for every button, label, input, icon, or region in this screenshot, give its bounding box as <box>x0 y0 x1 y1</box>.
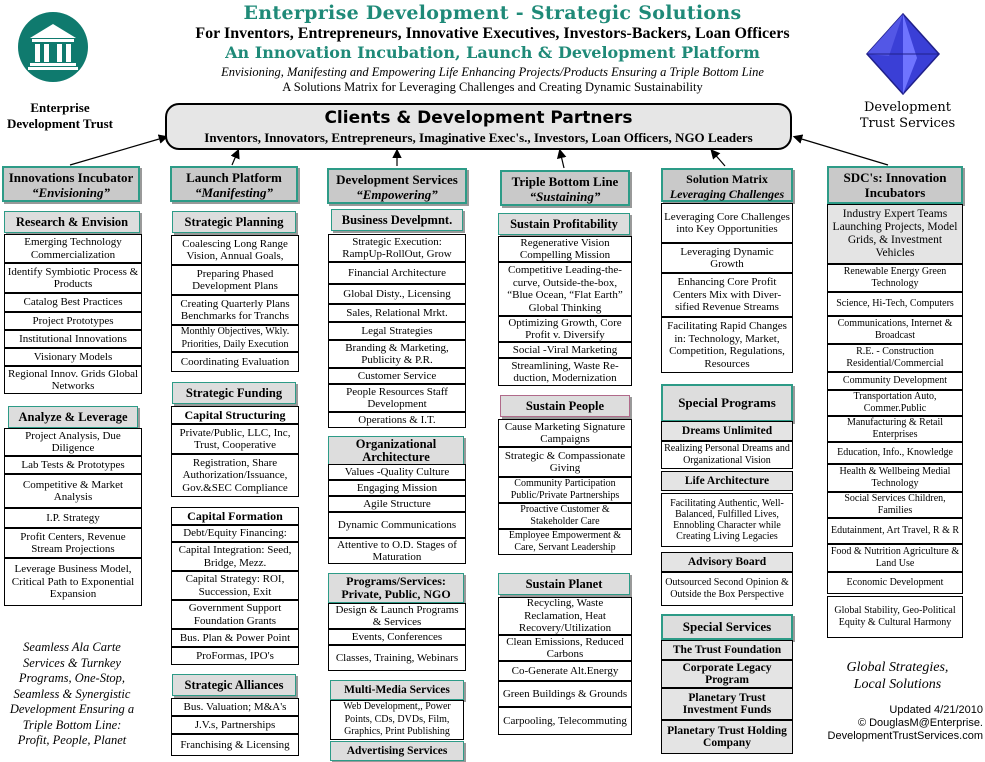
logo-left-caption <box>0 100 120 132</box>
formation-item: Debt/Equity Financing: <box>171 525 299 542</box>
capital-structuring-heading: Capital Structuring <box>171 406 299 424</box>
column-tag: “Sustaining” <box>529 189 601 204</box>
people-item: Community Participation Public/Private Partnerships <box>498 477 632 503</box>
planet-item: Carpooling, Telecommuting <box>498 707 632 735</box>
analyze-leverage-heading: Analyze & Leverage <box>8 406 138 428</box>
matrix-item: Leveraging Core Challenges into Key Opportunities <box>661 203 793 243</box>
sdc-item: Renewable Energy Green Technology <box>827 264 963 292</box>
page-title: Enterprise Development - Strategic Solutions <box>243 2 742 24</box>
services-item: Corporate Legacy Program <box>661 660 793 688</box>
note-line: Global Strategies, <box>846 660 949 675</box>
copyright-text: © DouglasM@Enterprise. <box>857 717 983 729</box>
strategic-alliances-heading: Strategic Alliances <box>172 674 296 696</box>
logo-right-caption <box>850 100 965 132</box>
multimedia-services-heading: Multi-Media Services <box>330 680 464 700</box>
analyze-item: Competitive & Market Analysis <box>4 474 142 508</box>
analyze-item: Leverage Business Model, Critical Path to Exponential Expansion <box>4 558 142 606</box>
temple-logo <box>18 12 88 82</box>
tagline-2: A Solutions Matrix for Leveraging Challenges and Creating Dynamic Sustainability <box>282 80 703 94</box>
research-item: Regional Innov. Grids Global Networks <box>4 366 142 394</box>
programs-services-heading: Programs/Services: Private, Public, NGO <box>328 573 464 603</box>
business-item: People Resources Staff Development <box>328 384 466 412</box>
sdc-item: Community Development <box>827 372 963 390</box>
research-item: Project Prototypes <box>4 312 142 330</box>
global-strategies-note <box>815 659 980 693</box>
business-item: Financial Architecture <box>328 262 466 284</box>
note-line: Seamless Ala Carte <box>23 640 121 654</box>
website-text: DevelopmentTrustServices.com <box>827 730 983 742</box>
business-item: Sales, Relational Mrkt. <box>328 304 466 322</box>
analyze-item: Project Analysis, Due Diligence <box>4 428 142 456</box>
column-name: SDC's: Innovation <box>843 170 947 185</box>
business-item: Operations & I.T. <box>328 412 466 428</box>
business-item: Customer Service <box>328 368 466 384</box>
business-item: Global Disty., Licensing <box>328 284 466 304</box>
column-header-launch-platform <box>170 166 298 202</box>
clients-title: Clients & Development Partners <box>324 108 633 128</box>
column-tag: “Manifesting” <box>194 185 273 200</box>
analyze-item: I.P. Strategy <box>4 508 142 528</box>
programs-item: Classes, Training, Webinars <box>328 645 466 671</box>
column-header-triple-bottom-line <box>500 170 630 206</box>
column-name: Solution Matrix <box>686 172 768 186</box>
organizational-architecture-heading: Organizational Architecture <box>328 436 464 466</box>
note-line: Services & Turnkey <box>23 655 121 670</box>
programs-item: Events, Conferences <box>328 629 466 645</box>
column-name: Launch Platform <box>186 170 282 185</box>
life-item: Facilitating Authentic, Well-Balanced, Fulfilled Lives, Ennobling Character while Creating Living Legacies <box>661 493 793 547</box>
column-name: Innovations Incubator <box>8 170 134 185</box>
column-name: Development Services <box>336 172 458 187</box>
strategic-funding-heading: Strategic Funding <box>172 382 296 404</box>
people-item: Strategic & Compassionate Giving <box>498 447 632 477</box>
column-tag: “Empowering” <box>356 187 438 202</box>
column-tag: Leveraging Challenges <box>669 187 785 201</box>
matrix-item: Enhancing Core Profit Centers Mix with Diver-sified Revenue Streams <box>661 273 793 317</box>
arrow-col6 <box>795 137 888 165</box>
alliances-item: J.V.s, Partnerships <box>171 716 299 734</box>
note-line: Local Solutions <box>853 677 942 692</box>
alliances-item: Bus. Valuation; M&A's <box>171 698 299 716</box>
profit-item: Regenerative Vision Compelling Mission <box>498 236 632 262</box>
advertising-services-heading: Advertising Services <box>330 741 464 761</box>
formation-item: ProFormas, IPO's <box>171 647 299 665</box>
org-item: Engaging Mission <box>328 480 466 496</box>
profit-item: Competitive Leading-the-curve, Outside-the-box, “Blue Ocean, “Flat Earth” Global Thinking <box>498 262 632 316</box>
org-item: Attentive to O.D. Stages of Maturation <box>328 538 466 564</box>
services-item: Planetary Trust Holding Company <box>661 720 793 754</box>
sustain-profitability-heading: Sustain Profitability <box>498 213 630 235</box>
org-item: Values -Quality Culture <box>328 464 466 480</box>
planet-item: Recycling, Waste Reclamation, Heat Recovery/Utilization <box>498 597 632 635</box>
research-item: Visionary Models <box>4 348 142 366</box>
people-item: Cause Marketing Signature Campaigns <box>498 419 632 447</box>
structuring-item: Private/Public, LLC, Inc, Trust, Cooperative <box>171 424 299 454</box>
special-services-heading: Special Services <box>661 614 793 640</box>
note-line: Seamless & Synergistic <box>13 686 131 701</box>
sustain-people-heading: Sustain People <box>500 395 630 417</box>
logo-left-caption-line1: Enterprise <box>30 100 90 115</box>
updated-date: Updated 4/21/2010 <box>889 704 983 716</box>
column-header-solution-matrix <box>661 168 793 202</box>
tagline: Envisioning, Manifesting and Empowering Life Enhancing Projects/Products Ensuring a Triple Bottom Line <box>221 65 764 79</box>
capital-formation-heading: Capital Formation <box>171 507 299 525</box>
sustain-planet-heading: Sustain Planet <box>498 573 630 595</box>
note-line: Profit, People, Planet <box>17 733 127 747</box>
sdc-item: Economic Development <box>827 572 963 594</box>
logo-left-caption-line2: Development Trust <box>6 116 114 131</box>
planning-item: Monthly Objectives, Wkly. Priorities, Daily Execution <box>171 325 299 352</box>
planet-item: Green Buildings & Grounds <box>498 681 632 707</box>
arrow-col5 <box>712 151 725 166</box>
arrow-col4 <box>560 151 564 168</box>
planning-item: Coalescing Long Range Vision, Annual Goals, <box>171 235 299 265</box>
business-development-heading: Business Develpmnt. <box>331 209 463 231</box>
life-architecture-heading: Life Architecture <box>661 471 793 491</box>
arrow-col1 <box>70 137 166 165</box>
column-name: Triple Bottom Line <box>511 174 619 189</box>
planning-item: Creating Quarterly Plans Benchmarks for Tranchs <box>171 295 299 325</box>
business-item: Strategic Execution: RampUp-RollOut, Grow <box>328 234 466 262</box>
alliances-item: Franchising & Licensing <box>171 734 299 756</box>
note-line: Programs, One-Stop, <box>18 671 126 685</box>
services-item: Planetary Trust Investment Funds <box>661 688 793 720</box>
seamless-services-note <box>2 640 142 749</box>
logo-right-caption-line1: Development <box>863 100 952 115</box>
research-envision-heading: Research & Envision <box>4 211 140 233</box>
programs-item: Design & Launch Programs & Services <box>328 603 466 629</box>
research-item: Catalog Best Practices <box>4 293 142 312</box>
research-item: Institutional Innovations <box>4 330 142 348</box>
dreams-unlimited-heading: Dreams Unlimited <box>661 421 793 441</box>
sdc-item: Global Stability, Geo-Political Equity & Cultural Harmony <box>827 596 963 638</box>
clients-banner <box>165 103 792 150</box>
planning-item: Coordinating Evaluation <box>171 352 299 372</box>
business-item: Legal Strategies <box>328 322 466 340</box>
octahedron-logo <box>865 12 941 96</box>
sdc-item: Edutainment, Art Travel, R & R <box>827 518 963 544</box>
formation-item: Bus. Plan & Power Point <box>171 629 299 647</box>
special-programs-heading: Special Programs <box>661 384 793 422</box>
sdc-item: Science, Hi-Tech, Computers <box>827 292 963 316</box>
profit-item: Streamlining, Waste Re-duction, Modernization <box>498 358 632 386</box>
sdc-item: Transportation Auto, Commer.Public <box>827 390 963 416</box>
sdc-item: Communications, Internet & Broadcast <box>827 316 963 344</box>
research-item: Emerging Technology Commercialization <box>4 234 142 263</box>
column-header-innovations-incubator <box>2 166 140 202</box>
analyze-item: Profit Centers, Revenue Stream Projections <box>4 528 142 558</box>
planning-item: Preparing Phased Development Plans <box>171 265 299 295</box>
advisory-item: Outsourced Second Opinion & Outside the Box Perspective <box>661 572 793 606</box>
arrow-col2 <box>232 151 238 165</box>
column-header-sdc-incubators <box>827 166 963 204</box>
media-item: Web Development,, Power Points, CDs, DVDs, Film, Graphics, Print Publishing <box>330 700 464 740</box>
matrix-item: Facilitating Rapid Changes in: Technology, Market, Competition, Regulations, Resources <box>661 317 793 373</box>
research-item: Identify Symbiotic Process & Products <box>4 263 142 293</box>
dreams-item: Realizing Personal Dreams and Organizational Vision <box>661 441 793 469</box>
structuring-item: Registration, Share Authorization/Issuance, Gov.&SEC Compliance <box>171 454 299 497</box>
planet-item: Co-Generate Alt.Energy <box>498 661 632 681</box>
org-item: Agile Structure <box>328 496 466 512</box>
people-item: Employee Empowerment & Care, Servant Leadership <box>498 529 632 555</box>
formation-item: Capital Strategy: ROI, Succession, Exit <box>171 571 299 600</box>
formation-item: Capital Integration: Seed, Bridge, Mezz. <box>171 542 299 571</box>
column-header-development-services <box>327 168 467 204</box>
clients-subtitle: Inventors, Innovators, Entrepreneurs, Imaginative Exec's., Investors, Loan Officers, NGO Leaders <box>204 130 753 145</box>
sdc-item: Manufacturing & Retail Enterprises <box>827 416 963 442</box>
profit-item: Social -Viral Marketing <box>498 342 632 358</box>
matrix-item: Leveraging Dynamic Growth <box>661 243 793 273</box>
org-item: Dynamic Communications <box>328 512 466 538</box>
column-tag: “Envisioning” <box>31 185 111 200</box>
formation-item: Government Support Foundation Grants <box>171 600 299 629</box>
people-item: Proactive Customer & Stakeholder Care <box>498 503 632 529</box>
business-item: Branding & Marketing, Publicity & P.R. <box>328 340 466 368</box>
planet-item: Clean Emissions, Reduced Carbons <box>498 635 632 661</box>
logo-right-caption-line2: Trust Services <box>859 116 956 131</box>
strategic-planning-heading: Strategic Planning <box>172 211 296 233</box>
note-line: Development Ensuring a <box>9 702 135 716</box>
column-tag: Incubators <box>864 185 926 200</box>
sdc-item: Education, Info., Knowledge <box>827 442 963 464</box>
sdc-intro: Industry Expert Teams Launching Projects, Model Grids, & Investment Vehicles <box>827 204 963 264</box>
services-item: The Trust Foundation <box>661 640 793 660</box>
note-line: Triple Bottom Line: <box>22 717 122 732</box>
sdc-item: Health & Wellbeing Medial Technology <box>827 464 963 492</box>
page-subtitle: For Inventors, Entrepreneurs, Innovative Executives, Investors-Backers, Loan Officers <box>195 25 790 42</box>
advisory-board-heading: Advisory Board <box>661 552 793 572</box>
platform-heading: An Innovation Incubation, Launch & Development Platform <box>225 43 760 62</box>
sdc-item: R.E. - Construction Residential/Commercial <box>827 344 963 372</box>
sdc-item: Food & Nutrition Agriculture & Land Use <box>827 544 963 572</box>
sdc-item: Social Services Children, Families <box>827 492 963 518</box>
analyze-item: Lab Tests & Prototypes <box>4 456 142 474</box>
update-footer <box>800 704 983 743</box>
profit-item: Optimizing Growth, Core Profit v. Diversify <box>498 316 632 342</box>
